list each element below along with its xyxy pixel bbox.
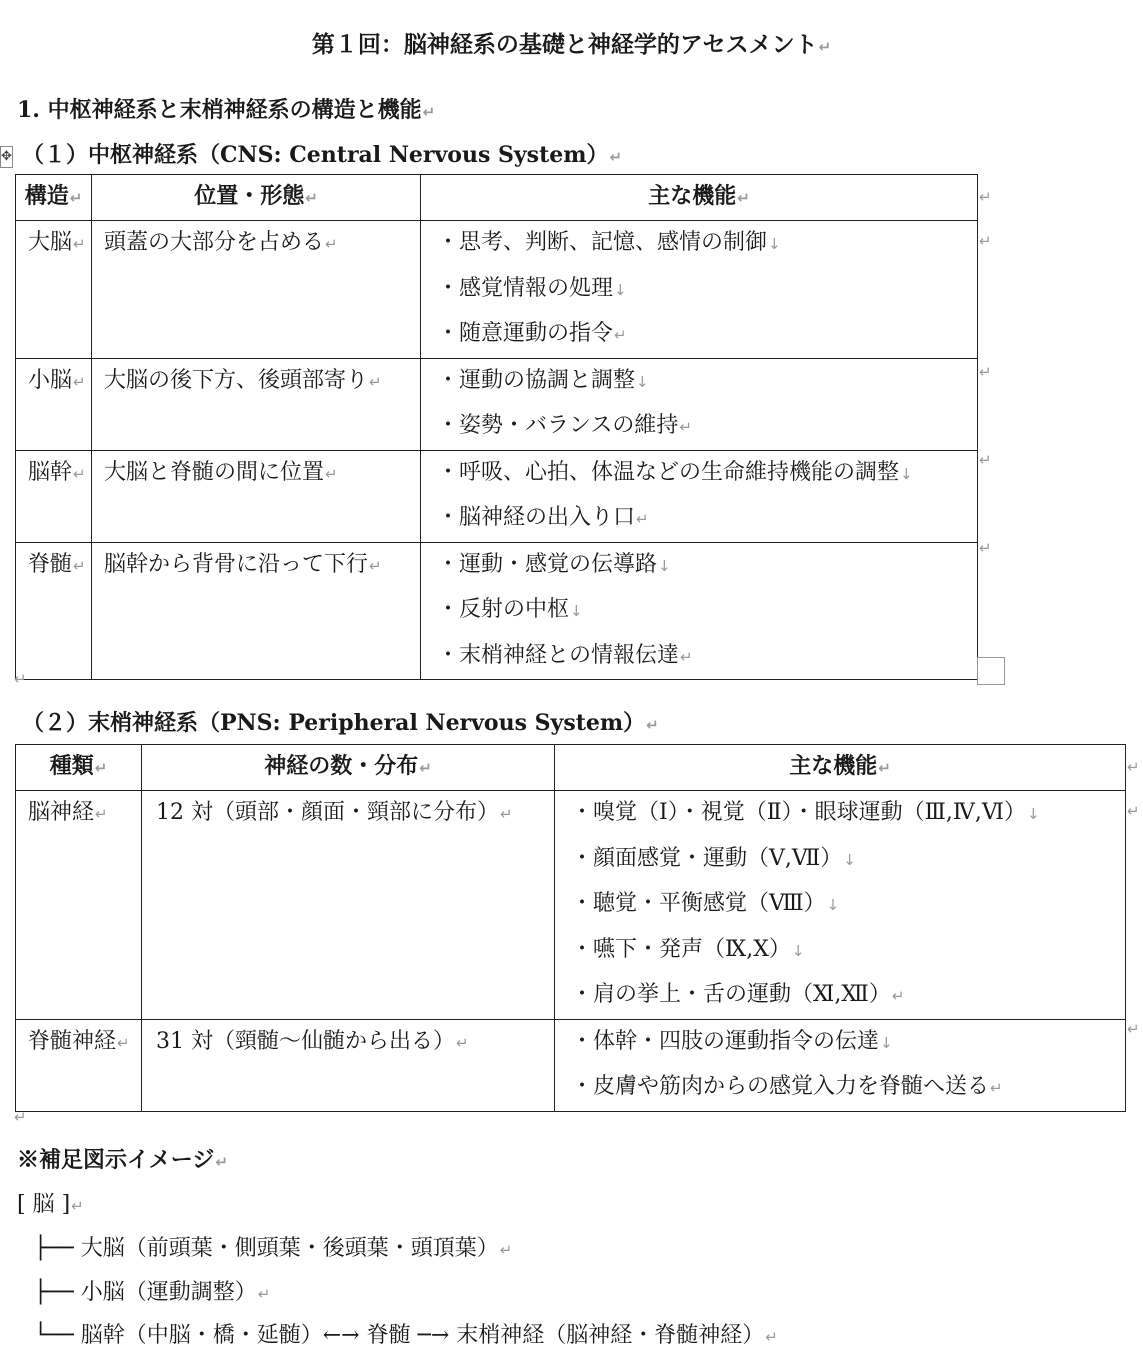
table-row (16, 450, 978, 542)
type-cell: 脊髄神経↵ (16, 1019, 142, 1111)
end-of-row-mark: ↵ (1127, 802, 1140, 820)
section-heading: 1. 中枢神経系と末梢神経系の構造と機能↵ (17, 97, 436, 123)
supplement-title: ※補足図示イメージ↵ (17, 1147, 228, 1173)
count-cell: 31 対（頸髄～仙髄から出る）↵ (142, 1019, 555, 1111)
header-cell: 神経の数・分布↵ (142, 745, 555, 791)
cns-heading: （１）中枢神経系（CNS: Central Nervous System）↵ (22, 142, 623, 168)
functions-cell: ・思考、判断、記憶、感情の制御↓ ・感覚情報の処理↓ ・随意運動の指令↵ (421, 221, 978, 359)
tree-line: └── 脳幹（中脳・橋・延髄）←→ 脊髄 ─→ 末梢神経（脳神経・脊髄神経）↵ (34, 1323, 778, 1348)
structure-cell: 小脳↵ (16, 358, 92, 450)
table-resize-handle[interactable] (977, 657, 1005, 685)
location-cell: 脳幹から背骨に沿って下行↵ (92, 542, 421, 680)
header-cell: 主な機能↵ (421, 175, 978, 221)
functions-cell: ・体幹・四肢の運動指令の伝達↓ ・皮膚や筋肉からの感覚入力を脊髄へ送る↵ (555, 1019, 1126, 1111)
end-of-row-mark: ↵ (1127, 1020, 1140, 1038)
location-cell: 頭蓋の大部分を占める↵ (92, 221, 421, 359)
end-of-row-mark: ↵ (979, 451, 992, 469)
functions-cell: ・運動の協調と調整↓ ・姿勢・バランスの維持↵ (421, 358, 978, 450)
table-row (16, 1019, 1126, 1111)
functions-cell: ・嗅覚（Ⅰ）・視覚（Ⅱ）・眼球運動（Ⅲ,Ⅳ,Ⅵ）↓ ・顔面感覚・運動（Ⅴ,Ⅶ）↓ ・聴覚・平衡感覚（Ⅷ）↓ ・嚥下・発声（Ⅸ,Ⅹ）↓ ・肩の挙上・舌の運動（Ⅺ,Ⅻ）↵ (555, 791, 1126, 1020)
location-cell: 大脳の後下方、後頭部寄り↵ (92, 358, 421, 450)
structure-cell: 脊髄↵ (16, 542, 92, 680)
table-row (16, 791, 1126, 1020)
table-row (16, 221, 978, 359)
table-header-row (16, 745, 1126, 791)
table-row (16, 358, 978, 450)
end-of-row-mark: ↵ (1127, 758, 1140, 776)
location-cell: 大脳と脊髄の間に位置↵ (92, 450, 421, 542)
header-cell: 種類↵ (16, 745, 142, 791)
structure-cell: 大脳↵ (16, 221, 92, 359)
end-of-row-mark: ↵ (979, 188, 992, 206)
table-move-handle-icon[interactable]: ✥ (0, 146, 13, 168)
paragraph-mark: ↵ (14, 1108, 27, 1126)
count-cell: 12 対（頭部・顔面・頸部に分布）↵ (142, 791, 555, 1020)
type-cell: 脳神経↵ (16, 791, 142, 1020)
tree-root: [ 脳 ]↵ (17, 1192, 84, 1217)
paragraph-mark: ↵ (14, 670, 27, 688)
document-title: 第１回：脳神経系の基礎と神経学的アセスメント↵ (311, 31, 832, 58)
end-of-row-mark: ↵ (979, 539, 992, 557)
table-header-row (16, 175, 978, 221)
header-cell: 位置・形態↵ (92, 175, 421, 221)
end-of-row-mark: ↵ (979, 363, 992, 381)
functions-cell: ・呼吸、心拍、体温などの生命維持機能の調整↓ ・脳神経の出入り口↵ (421, 450, 978, 542)
table-row (16, 542, 978, 680)
pns-heading: （２）末梢神経系（PNS: Peripheral Nervous System）↵ (22, 710, 659, 736)
tree-line: ├── 大脳（前頭葉・側頭葉・後頭葉・頭頂葉）↵ (34, 1236, 513, 1261)
cns-table (15, 174, 978, 680)
header-cell: 構造↵ (16, 175, 92, 221)
header-cell: 主な機能↵ (555, 745, 1126, 791)
functions-cell: ・運動・感覚の伝導路↓ ・反射の中枢↓ ・末梢神経との情報伝達↵ (421, 542, 978, 680)
structure-cell: 脳幹↵ (16, 450, 92, 542)
tree-line: ├── 小脳（運動調整）↵ (34, 1280, 271, 1305)
end-of-row-mark: ↵ (979, 232, 992, 250)
pns-table (15, 744, 1126, 1112)
